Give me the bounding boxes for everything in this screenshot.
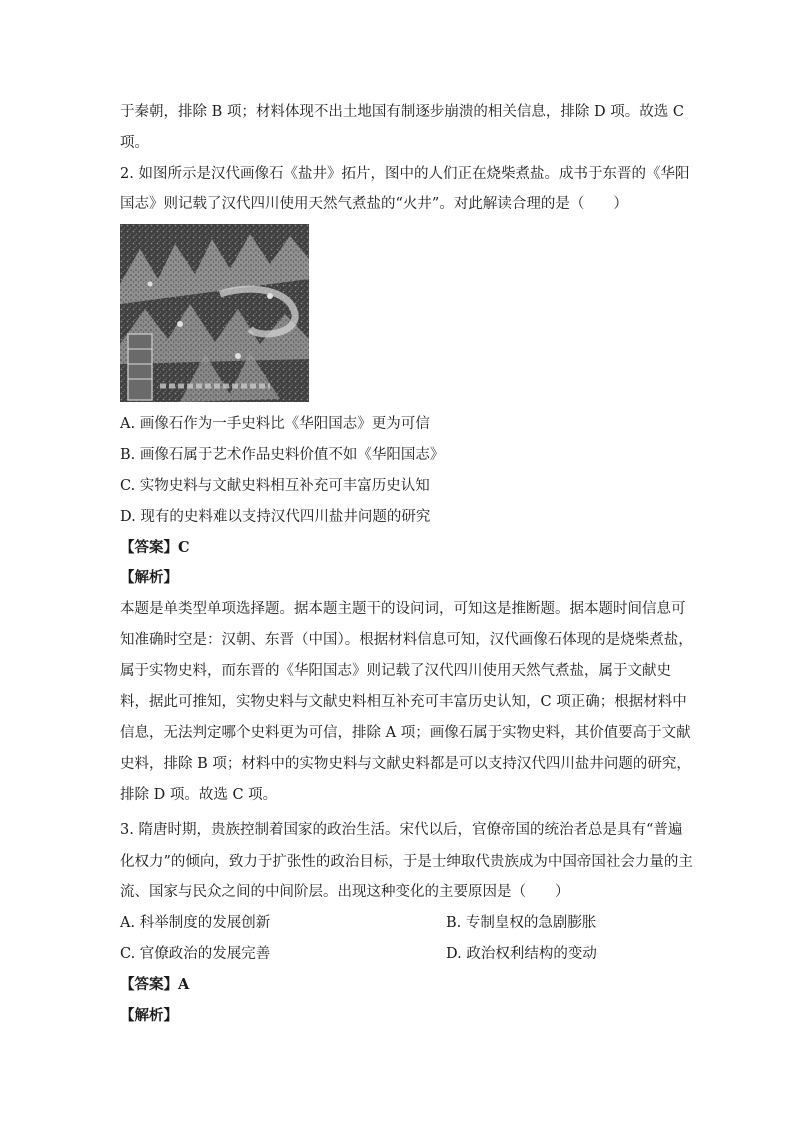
q3-answer: 【答案】A — [120, 976, 190, 993]
q3-analysis-label: 【解析】 — [120, 1007, 178, 1024]
q3-stem-line: 3. 隋唐时期，贵族控制着国家的政治生活。宋代以后，官僚帝国的统治者总是具有“普遍 — [120, 822, 683, 838]
q2-stem-line-2: 国志》则记载了汉代四川使用天然气煮盐的“火井”。对此解读合理的是（ ） — [120, 196, 628, 212]
q3-option-d: D. 政治权利结构的变动 — [446, 946, 597, 962]
q3-stem-line: 化权力”的倾向，致力于扩张性的政治目标，于是士绅取代贵族成为中国帝国社会力量的主 — [120, 854, 693, 870]
q2-analysis-line: 史料，排除 B 项；材料中的实物史料与文献史料都是可以支持汉代四川盐井问题的研究， — [120, 756, 691, 772]
q2-analysis-line: 本题是单类型单项选择题。据本题主题干的设问词，可知这是推断题。据本题时间信息可 — [120, 601, 686, 617]
q2-answer: 【答案】C — [120, 539, 190, 556]
q2-analysis-line: 料，据此可推知，实物史料与文献史料相互补充可丰富历史认知，C 项正确；根据材料中 — [120, 694, 687, 710]
q2-analysis-line: 排除 D 项。故选 C 项。 — [120, 787, 278, 803]
q2-option-c: C. 实物史料与文献史料相互补充可丰富历史认知 — [120, 478, 430, 494]
q2-analysis-line: 属于实物史料，而东晋的《华阳国志》则记载了汉代四川使用天然气煮盐，属于文献史 — [120, 663, 671, 679]
prev-analysis-line-2: 项。 — [120, 135, 149, 151]
q2-analysis-line: 知准确时空是：汉朝、东晋（中国）。根据材料信息可知，汉代画像石体现的是烧柴煮盐， — [120, 632, 693, 648]
q2-option-d: D. 现有的史料难以支持汉代四川盐井问题的研究 — [120, 509, 431, 525]
salt-well-rubbing-image — [120, 224, 309, 402]
q2-stem-line-1: 2. 如图所示是汉代画像石《盐井》拓片，图中的人们正在烧柴煮盐。成书于东晋的《华阳 — [120, 166, 690, 182]
q2-analysis-label: 【解析】 — [120, 569, 178, 586]
prev-analysis-line-1: 于秦朝，排除 B 项；材料体现不出土地国有制逐步崩溃的相关信息，排除 D 项。故选 C — [120, 104, 684, 120]
q3-option-a: A. 科举制度的发展创新 — [120, 915, 271, 931]
q2-option-b: B. 画像石属于艺术作品史料价值不如《华阳国志》 — [120, 447, 445, 463]
q2-analysis-line: 信息，无法判定哪个史料更为可信，排除 A 项；画像石属于实物史料，其价值要高于文献 — [120, 725, 691, 741]
q3-option-c: C. 官僚政治的发展完善 — [120, 946, 271, 962]
q2-option-a: A. 画像石作为一手史料比《华阳国志》更为可信 — [120, 416, 430, 432]
q3-stem-line: 流、国家与民众之间的中间阶层。出现这种变化的主要原因是（ ） — [120, 884, 570, 900]
q3-option-b: B. 专制皇权的急剧膨胀 — [446, 915, 597, 931]
